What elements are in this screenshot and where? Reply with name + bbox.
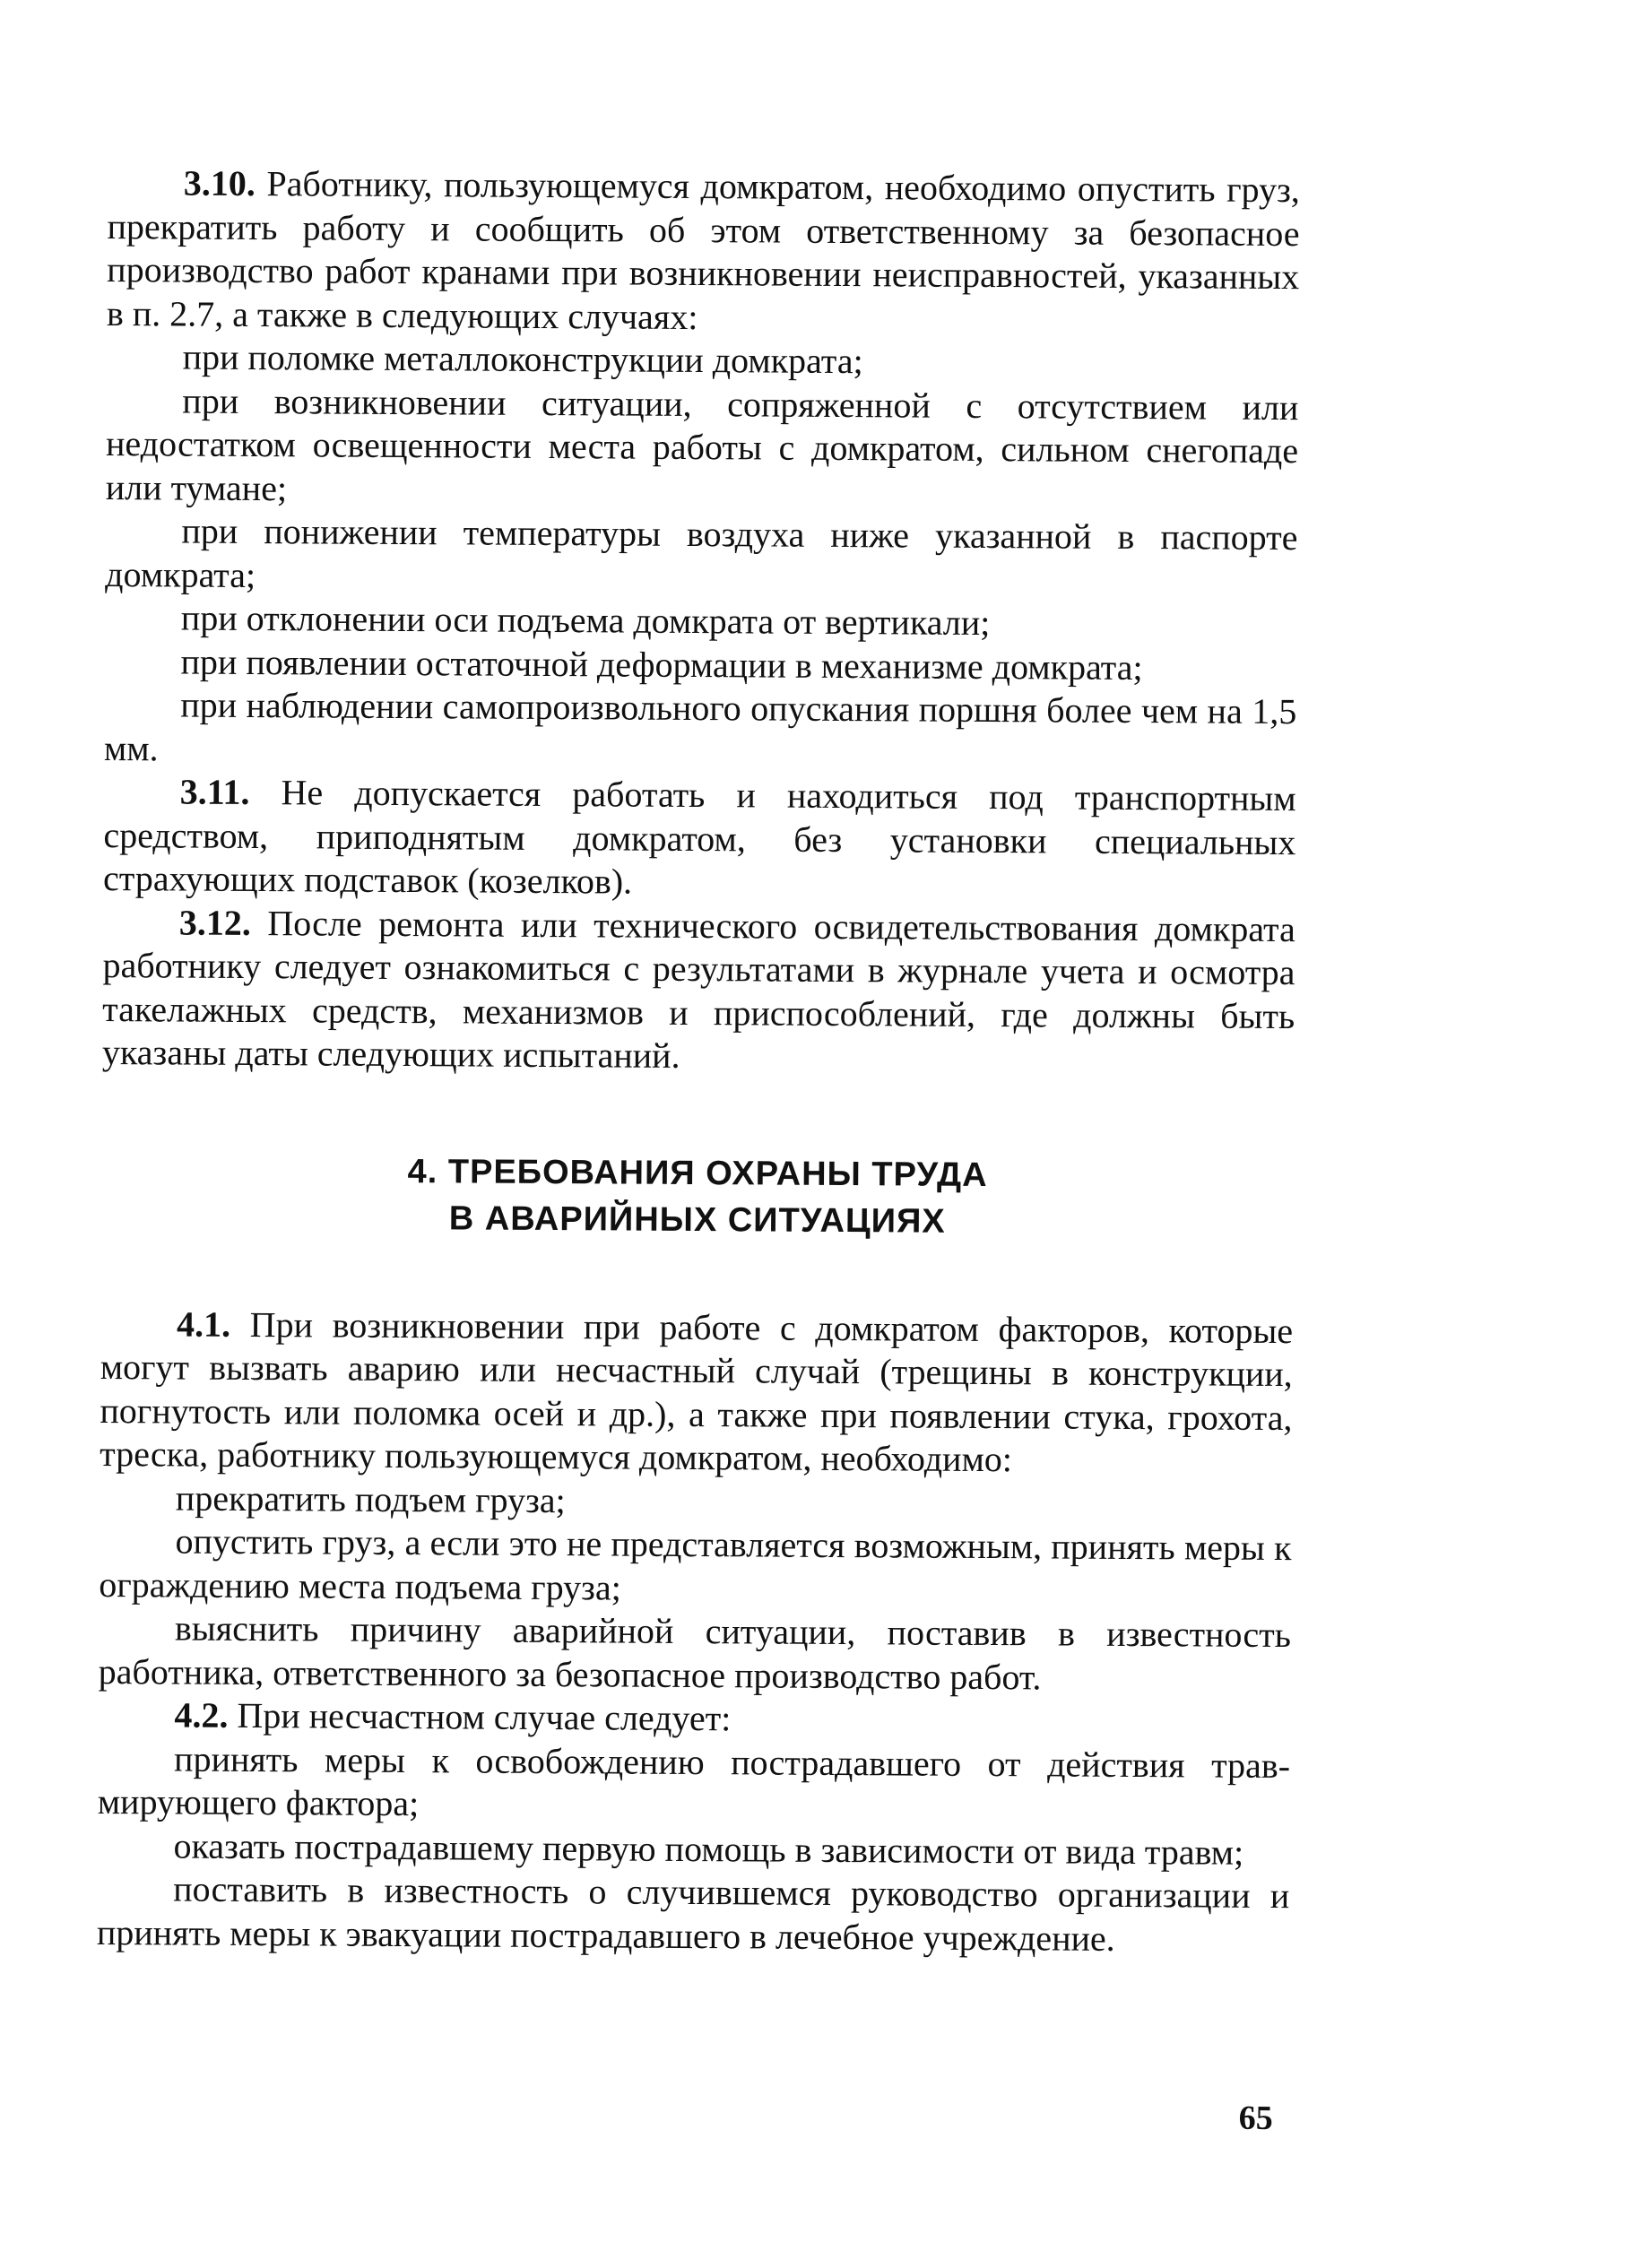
paragraph-3-12 <box>102 900 1295 1081</box>
paragraph-number: 4.2. <box>174 1694 229 1736</box>
heading-line-2: В АВАРИЙНЫХ СИТУАЦИЯХ <box>448 1199 946 1241</box>
case-item: при наблюдении самопроизвольного опускания поршня более чем на 1,5 мм. <box>103 684 1297 768</box>
paragraph-text: При несчастном случае следует: <box>237 1694 732 1739</box>
paragraph-4-1 <box>100 1302 1293 1483</box>
action-item: оказать пострадавшему первую помощь в зависимости от вида травм; <box>173 1824 1244 1873</box>
paragraph-number: 3.10. <box>183 162 256 204</box>
case-item: при появлении остаточной деформации в механизме домкрата; <box>180 641 1143 688</box>
paragraph-number: 4.1. <box>176 1303 231 1345</box>
section-4-heading <box>101 1146 1295 1246</box>
paragraph-number: 3.12. <box>178 902 251 943</box>
case-item: при возникновении ситуации, сопряженной с отсутствием или недостатком освещенности места работы с домкратом, сильном снегопаде или тумане; <box>105 380 1299 508</box>
case-item: при понижении температуры воздуха ниже указанной в паспорте домкрата; <box>105 510 1298 595</box>
page-number: 65 <box>1238 2099 1273 2137</box>
paragraph-text: Работнику, пользующемуся домкратом, необходимо опустить груз, прекратить работу и сообщить об этом ответственному за безопасное производство работ кранами при возникновении неисправностей, указанных в п. 2.7, а также в следующих случаях: <box>106 163 1300 337</box>
paragraph-4-2 <box>98 1693 1290 1744</box>
case-item: при отклонении оси подъема домкрата от вертикали; <box>180 597 991 644</box>
paragraph-3-11 <box>103 770 1296 908</box>
action-item: прекратить подъем груза; <box>175 1476 566 1520</box>
document-page <box>95 161 1300 2248</box>
action-item: выяснить причину аварийной ситуации, поставив в известность работника, ответственного за безопасное производство работ. <box>98 1607 1292 1697</box>
case-item: при поломке металлоконструкции домкрата; <box>182 336 863 382</box>
paragraph-text: Не допускается работать и находиться под транспортным средством, приподнятым домкратом, без установки специальных страхующих подставок (козелков). <box>102 772 1296 902</box>
action-item: опустить груз, а если это не представляется возможным, принять меры к ограждению места подъема груза; <box>99 1520 1292 1608</box>
action-item: принять меры к освобождению пострадавшего от действия травмирующего фактора; <box>97 1737 1291 1824</box>
paragraph-text: После ремонта или технического освидетельствования домкрата работнику следует ознакомиться с результатами в журнале учета и осмотра такелажных средств, механизмов и приспособлений, где должны быть указаны даты следующих испытаний. <box>101 902 1295 1076</box>
paragraph-number: 3.11. <box>179 771 250 812</box>
heading-line-1: 4. ТРЕБОВАНИЯ ОХРАНЫ ТРУДА <box>407 1152 988 1194</box>
paragraph-text: При возникновении при работе с домкратом факторов, которые могут вызвать аварию или несчастный случай (трещины в конструкции, погнутость или поломка осей и др.), а также при появлении стука, грохота, треска, работнику пользующемуся домкратом, необходимо: <box>100 1303 1294 1480</box>
action-item: поставить в известность о случившемся руководство организации и принять меры к эвакуации пострадавшего в лечебное учреждение. <box>96 1868 1290 1959</box>
paragraph-3-10 <box>107 161 1300 342</box>
